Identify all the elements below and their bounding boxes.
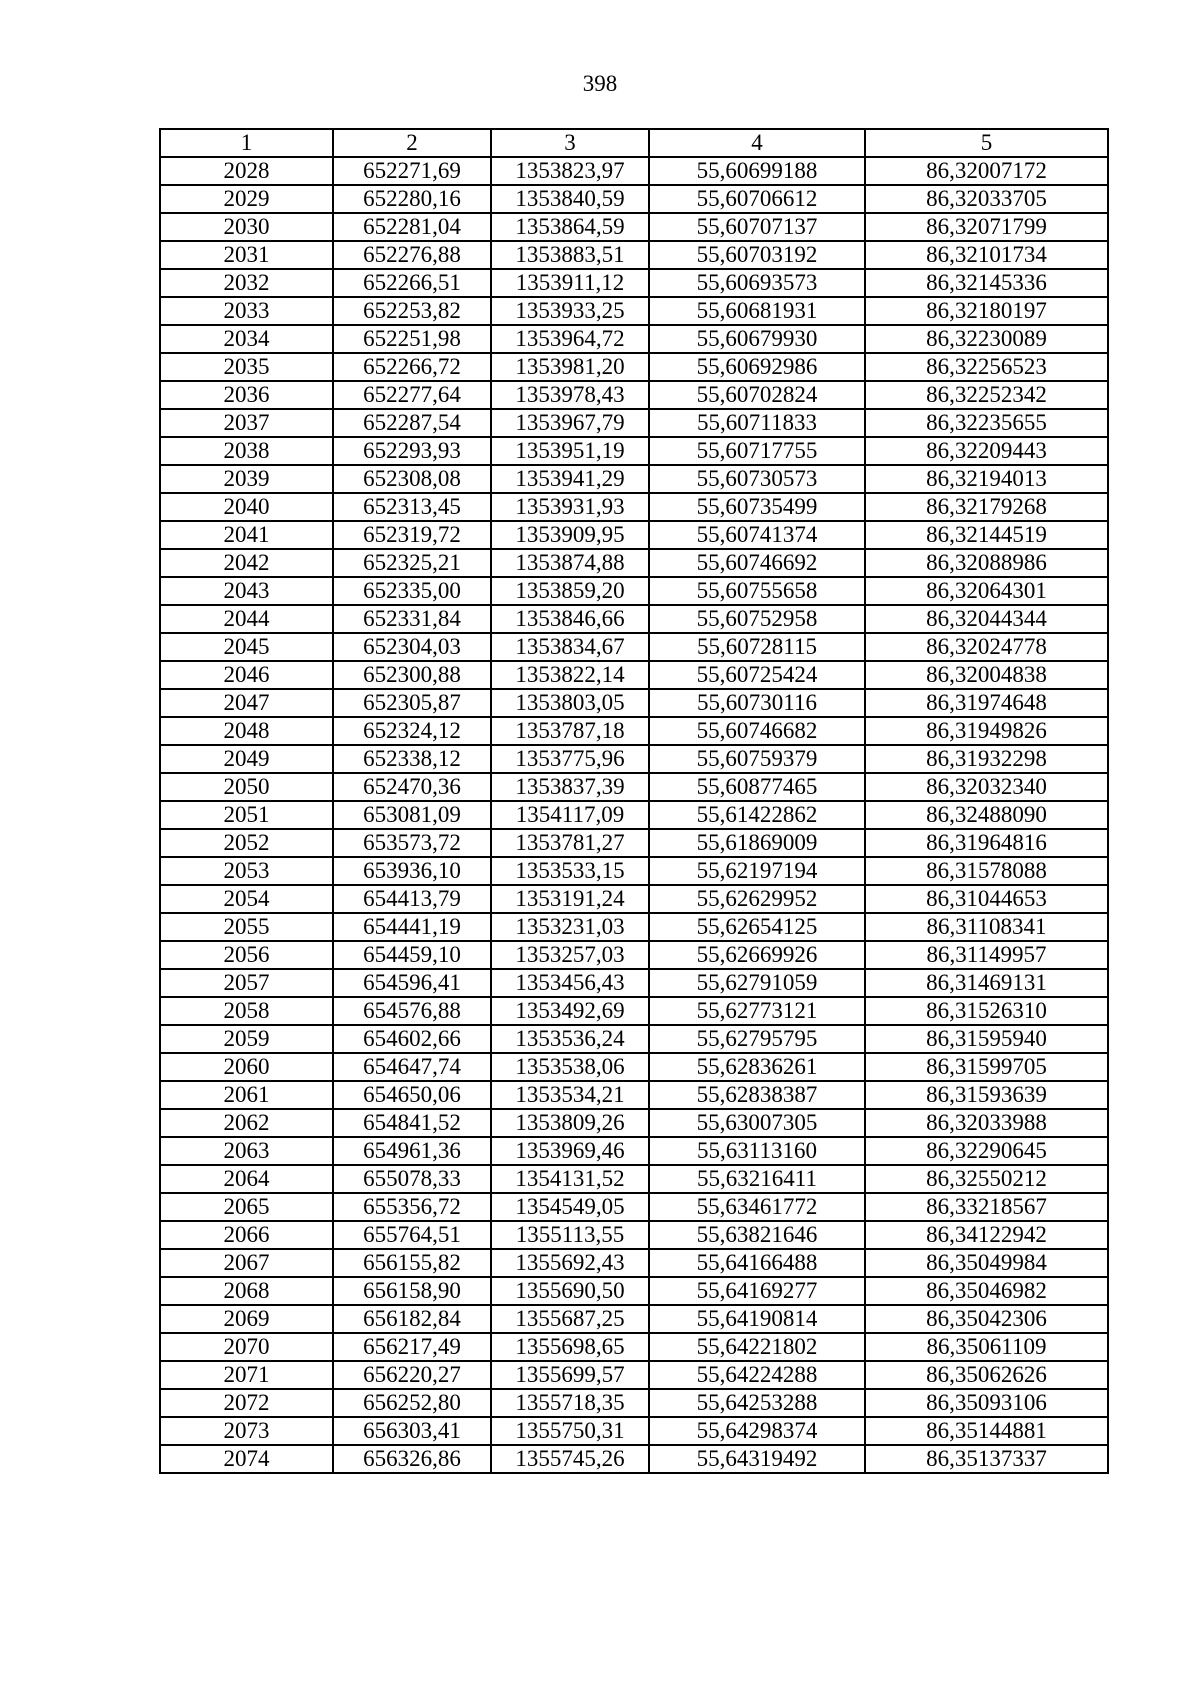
point-number-cell: 2030 — [160, 213, 333, 241]
point-number-cell: 2035 — [160, 353, 333, 381]
header-row — [160, 129, 1108, 157]
table-row — [160, 185, 1108, 213]
table-row — [160, 325, 1108, 353]
latitude-cell: 55,64190814 — [649, 1305, 865, 1333]
longitude-cell: 86,32290645 — [865, 1137, 1108, 1165]
point-number-cell: 2032 — [160, 269, 333, 297]
longitude-cell: 86,32252342 — [865, 381, 1108, 409]
table-header — [160, 129, 1108, 157]
latitude-cell: 55,60692986 — [649, 353, 865, 381]
longitude-cell: 86,32007172 — [865, 157, 1108, 185]
point-number-cell: 2060 — [160, 1053, 333, 1081]
point-number-cell: 2036 — [160, 381, 333, 409]
x-coordinate-cell: 656217,49 — [333, 1333, 491, 1361]
longitude-cell: 86,32101734 — [865, 241, 1108, 269]
table-row — [160, 241, 1108, 269]
y-coordinate-cell: 1353969,46 — [491, 1137, 649, 1165]
latitude-cell: 55,63821646 — [649, 1221, 865, 1249]
table-row — [160, 1249, 1108, 1277]
point-number-cell: 2057 — [160, 969, 333, 997]
longitude-cell: 86,35049984 — [865, 1249, 1108, 1277]
point-number-cell: 2048 — [160, 717, 333, 745]
longitude-cell: 86,35061109 — [865, 1333, 1108, 1361]
longitude-cell: 86,31974648 — [865, 689, 1108, 717]
table-row — [160, 969, 1108, 997]
x-coordinate-cell: 654576,88 — [333, 997, 491, 1025]
point-number-cell: 2059 — [160, 1025, 333, 1053]
longitude-cell: 86,32256523 — [865, 353, 1108, 381]
longitude-cell: 86,32004838 — [865, 661, 1108, 689]
y-coordinate-cell: 1353787,18 — [491, 717, 649, 745]
x-coordinate-cell: 652300,88 — [333, 661, 491, 689]
y-coordinate-cell: 1355113,55 — [491, 1221, 649, 1249]
y-coordinate-cell: 1353933,25 — [491, 297, 649, 325]
x-coordinate-cell: 656303,41 — [333, 1417, 491, 1445]
header-cell: 1 — [160, 129, 333, 157]
latitude-cell: 55,60759379 — [649, 745, 865, 773]
x-coordinate-cell: 652338,12 — [333, 745, 491, 773]
longitude-cell: 86,35042306 — [865, 1305, 1108, 1333]
table-row — [160, 689, 1108, 717]
y-coordinate-cell: 1353874,88 — [491, 549, 649, 577]
y-coordinate-cell: 1353911,12 — [491, 269, 649, 297]
longitude-cell: 86,32033705 — [865, 185, 1108, 213]
table-row — [160, 493, 1108, 521]
table-body — [160, 157, 1108, 1473]
y-coordinate-cell: 1353538,06 — [491, 1053, 649, 1081]
point-number-cell: 2042 — [160, 549, 333, 577]
y-coordinate-cell: 1353823,97 — [491, 157, 649, 185]
x-coordinate-cell: 653081,09 — [333, 801, 491, 829]
table-row — [160, 577, 1108, 605]
table-row — [160, 297, 1108, 325]
x-coordinate-cell: 652305,87 — [333, 689, 491, 717]
longitude-cell: 86,31469131 — [865, 969, 1108, 997]
x-coordinate-cell: 652281,04 — [333, 213, 491, 241]
point-number-cell: 2038 — [160, 437, 333, 465]
longitude-cell: 86,32180197 — [865, 297, 1108, 325]
y-coordinate-cell: 1354549,05 — [491, 1193, 649, 1221]
table-row — [160, 465, 1108, 493]
x-coordinate-cell: 654961,36 — [333, 1137, 491, 1165]
longitude-cell: 86,32032340 — [865, 773, 1108, 801]
latitude-cell: 55,62629952 — [649, 885, 865, 913]
latitude-cell: 55,61869009 — [649, 829, 865, 857]
point-number-cell: 2074 — [160, 1445, 333, 1473]
point-number-cell: 2029 — [160, 185, 333, 213]
header-cell: 4 — [649, 129, 865, 157]
y-coordinate-cell: 1353981,20 — [491, 353, 649, 381]
latitude-cell: 55,60752958 — [649, 605, 865, 633]
longitude-cell: 86,35144881 — [865, 1417, 1108, 1445]
latitude-cell: 55,60730573 — [649, 465, 865, 493]
longitude-cell: 86,32230089 — [865, 325, 1108, 353]
x-coordinate-cell: 652313,45 — [333, 493, 491, 521]
latitude-cell: 55,61422862 — [649, 801, 865, 829]
longitude-cell: 86,31964816 — [865, 829, 1108, 857]
latitude-cell: 55,62654125 — [649, 913, 865, 941]
point-number-cell: 2053 — [160, 857, 333, 885]
latitude-cell: 55,62836261 — [649, 1053, 865, 1081]
point-number-cell: 2046 — [160, 661, 333, 689]
longitude-cell: 86,31949826 — [865, 717, 1108, 745]
latitude-cell: 55,64253288 — [649, 1389, 865, 1417]
point-number-cell: 2069 — [160, 1305, 333, 1333]
y-coordinate-cell: 1353456,43 — [491, 969, 649, 997]
y-coordinate-cell: 1355690,50 — [491, 1277, 649, 1305]
table-row — [160, 717, 1108, 745]
table-row — [160, 1137, 1108, 1165]
y-coordinate-cell: 1353191,24 — [491, 885, 649, 913]
coordinates-table — [159, 128, 1109, 1474]
table-row — [160, 1193, 1108, 1221]
longitude-cell: 86,31599705 — [865, 1053, 1108, 1081]
point-number-cell: 2055 — [160, 913, 333, 941]
x-coordinate-cell: 652266,51 — [333, 269, 491, 297]
point-number-cell: 2071 — [160, 1361, 333, 1389]
x-coordinate-cell: 653573,72 — [333, 829, 491, 857]
latitude-cell: 55,60730116 — [649, 689, 865, 717]
x-coordinate-cell: 652271,69 — [333, 157, 491, 185]
y-coordinate-cell: 1355692,43 — [491, 1249, 649, 1277]
y-coordinate-cell: 1353941,29 — [491, 465, 649, 493]
table-row — [160, 773, 1108, 801]
x-coordinate-cell: 654841,52 — [333, 1109, 491, 1137]
x-coordinate-cell: 656326,86 — [333, 1445, 491, 1473]
point-number-cell: 2050 — [160, 773, 333, 801]
x-coordinate-cell: 654596,41 — [333, 969, 491, 997]
point-number-cell: 2034 — [160, 325, 333, 353]
table-row — [160, 353, 1108, 381]
x-coordinate-cell: 655764,51 — [333, 1221, 491, 1249]
point-number-cell: 2056 — [160, 941, 333, 969]
point-number-cell: 2041 — [160, 521, 333, 549]
latitude-cell: 55,60746682 — [649, 717, 865, 745]
y-coordinate-cell: 1353534,21 — [491, 1081, 649, 1109]
y-coordinate-cell: 1353951,19 — [491, 437, 649, 465]
longitude-cell: 86,32024778 — [865, 633, 1108, 661]
y-coordinate-cell: 1353909,95 — [491, 521, 649, 549]
point-number-cell: 2028 — [160, 157, 333, 185]
x-coordinate-cell: 653936,10 — [333, 857, 491, 885]
longitude-cell: 86,35093106 — [865, 1389, 1108, 1417]
latitude-cell: 55,60728115 — [649, 633, 865, 661]
latitude-cell: 55,60755658 — [649, 577, 865, 605]
page-number: 398 — [582, 71, 618, 96]
longitude-cell: 86,31593639 — [865, 1081, 1108, 1109]
longitude-cell: 86,32033988 — [865, 1109, 1108, 1137]
x-coordinate-cell: 652304,03 — [333, 633, 491, 661]
table-row — [160, 1221, 1108, 1249]
longitude-cell: 86,31526310 — [865, 997, 1108, 1025]
longitude-cell: 86,32209443 — [865, 437, 1108, 465]
latitude-cell: 55,60706612 — [649, 185, 865, 213]
table-row — [160, 1109, 1108, 1137]
longitude-cell: 86,32145336 — [865, 269, 1108, 297]
table-row — [160, 1417, 1108, 1445]
y-coordinate-cell: 1353837,39 — [491, 773, 649, 801]
y-coordinate-cell: 1353533,15 — [491, 857, 649, 885]
point-number-cell: 2070 — [160, 1333, 333, 1361]
point-number-cell: 2054 — [160, 885, 333, 913]
x-coordinate-cell: 654650,06 — [333, 1081, 491, 1109]
point-number-cell: 2049 — [160, 745, 333, 773]
latitude-cell: 55,60699188 — [649, 157, 865, 185]
y-coordinate-cell: 1353967,79 — [491, 409, 649, 437]
table-row — [160, 1333, 1108, 1361]
x-coordinate-cell: 654647,74 — [333, 1053, 491, 1081]
x-coordinate-cell: 652277,64 — [333, 381, 491, 409]
table-row — [160, 437, 1108, 465]
table-row — [160, 1389, 1108, 1417]
x-coordinate-cell: 652324,12 — [333, 717, 491, 745]
table-row — [160, 1081, 1108, 1109]
y-coordinate-cell: 1353822,14 — [491, 661, 649, 689]
latitude-cell: 55,63216411 — [649, 1165, 865, 1193]
longitude-cell: 86,32235655 — [865, 409, 1108, 437]
latitude-cell: 55,60735499 — [649, 493, 865, 521]
y-coordinate-cell: 1353859,20 — [491, 577, 649, 605]
x-coordinate-cell: 654602,66 — [333, 1025, 491, 1053]
latitude-cell: 55,60702824 — [649, 381, 865, 409]
longitude-cell: 86,31932298 — [865, 745, 1108, 773]
x-coordinate-cell: 652331,84 — [333, 605, 491, 633]
y-coordinate-cell: 1354131,52 — [491, 1165, 649, 1193]
table-row — [160, 829, 1108, 857]
y-coordinate-cell: 1355687,25 — [491, 1305, 649, 1333]
table-row — [160, 605, 1108, 633]
longitude-cell: 86,32550212 — [865, 1165, 1108, 1193]
point-number-cell: 2031 — [160, 241, 333, 269]
longitude-cell: 86,35046982 — [865, 1277, 1108, 1305]
table-row — [160, 381, 1108, 409]
latitude-cell: 55,62795795 — [649, 1025, 865, 1053]
point-number-cell: 2043 — [160, 577, 333, 605]
latitude-cell: 55,64298374 — [649, 1417, 865, 1445]
x-coordinate-cell: 652319,72 — [333, 521, 491, 549]
point-number-cell: 2037 — [160, 409, 333, 437]
table-row — [160, 1445, 1108, 1473]
point-number-cell: 2047 — [160, 689, 333, 717]
x-coordinate-cell: 652280,16 — [333, 185, 491, 213]
x-coordinate-cell: 656252,80 — [333, 1389, 491, 1417]
longitude-cell: 86,33218567 — [865, 1193, 1108, 1221]
latitude-cell: 55,64319492 — [649, 1445, 865, 1473]
y-coordinate-cell: 1355745,26 — [491, 1445, 649, 1473]
table-row — [160, 1277, 1108, 1305]
longitude-cell: 86,34122942 — [865, 1221, 1108, 1249]
x-coordinate-cell: 655356,72 — [333, 1193, 491, 1221]
table-row — [160, 661, 1108, 689]
y-coordinate-cell: 1355699,57 — [491, 1361, 649, 1389]
x-coordinate-cell: 654459,10 — [333, 941, 491, 969]
y-coordinate-cell: 1353231,03 — [491, 913, 649, 941]
point-number-cell: 2040 — [160, 493, 333, 521]
latitude-cell: 55,60717755 — [649, 437, 865, 465]
x-coordinate-cell: 652293,93 — [333, 437, 491, 465]
latitude-cell: 55,60693573 — [649, 269, 865, 297]
table-row — [160, 409, 1108, 437]
point-number-cell: 2065 — [160, 1193, 333, 1221]
x-coordinate-cell: 656155,82 — [333, 1249, 491, 1277]
point-number-cell: 2073 — [160, 1417, 333, 1445]
y-coordinate-cell: 1353840,59 — [491, 185, 649, 213]
x-coordinate-cell: 652325,21 — [333, 549, 491, 577]
table-row — [160, 1361, 1108, 1389]
point-number-cell: 2068 — [160, 1277, 333, 1305]
latitude-cell: 55,62791059 — [649, 969, 865, 997]
longitude-cell: 86,31578088 — [865, 857, 1108, 885]
point-number-cell: 2062 — [160, 1109, 333, 1137]
x-coordinate-cell: 652470,36 — [333, 773, 491, 801]
table-row — [160, 997, 1108, 1025]
point-number-cell: 2067 — [160, 1249, 333, 1277]
table-row — [160, 549, 1108, 577]
x-coordinate-cell: 652251,98 — [333, 325, 491, 353]
table-row — [160, 745, 1108, 773]
table-row — [160, 913, 1108, 941]
latitude-cell: 55,64224288 — [649, 1361, 865, 1389]
longitude-cell: 86,35062626 — [865, 1361, 1108, 1389]
y-coordinate-cell: 1353775,96 — [491, 745, 649, 773]
y-coordinate-cell: 1353846,66 — [491, 605, 649, 633]
point-number-cell: 2039 — [160, 465, 333, 493]
latitude-cell: 55,60746692 — [649, 549, 865, 577]
point-number-cell: 2066 — [160, 1221, 333, 1249]
y-coordinate-cell: 1353931,93 — [491, 493, 649, 521]
latitude-cell: 55,62838387 — [649, 1081, 865, 1109]
header-cell: 3 — [491, 129, 649, 157]
y-coordinate-cell: 1355698,65 — [491, 1333, 649, 1361]
y-coordinate-cell: 1353864,59 — [491, 213, 649, 241]
point-number-cell: 2063 — [160, 1137, 333, 1165]
latitude-cell: 55,64221802 — [649, 1333, 865, 1361]
latitude-cell: 55,62773121 — [649, 997, 865, 1025]
latitude-cell: 55,60707137 — [649, 213, 865, 241]
point-number-cell: 2072 — [160, 1389, 333, 1417]
table-row — [160, 801, 1108, 829]
x-coordinate-cell: 652266,72 — [333, 353, 491, 381]
table-row — [160, 857, 1108, 885]
x-coordinate-cell: 656182,84 — [333, 1305, 491, 1333]
longitude-cell: 86,32071799 — [865, 213, 1108, 241]
table-row — [160, 1025, 1108, 1053]
y-coordinate-cell: 1355718,35 — [491, 1389, 649, 1417]
latitude-cell: 55,60725424 — [649, 661, 865, 689]
y-coordinate-cell: 1353781,27 — [491, 829, 649, 857]
latitude-cell: 55,63007305 — [649, 1109, 865, 1137]
longitude-cell: 86,32488090 — [865, 801, 1108, 829]
longitude-cell: 86,31044653 — [865, 885, 1108, 913]
y-coordinate-cell: 1353536,24 — [491, 1025, 649, 1053]
table-row — [160, 1053, 1108, 1081]
x-coordinate-cell: 652308,08 — [333, 465, 491, 493]
x-coordinate-cell: 652253,82 — [333, 297, 491, 325]
y-coordinate-cell: 1353834,67 — [491, 633, 649, 661]
y-coordinate-cell: 1355750,31 — [491, 1417, 649, 1445]
point-number-cell: 2051 — [160, 801, 333, 829]
point-number-cell: 2058 — [160, 997, 333, 1025]
longitude-cell: 86,31595940 — [865, 1025, 1108, 1053]
point-number-cell: 2045 — [160, 633, 333, 661]
x-coordinate-cell: 656220,27 — [333, 1361, 491, 1389]
latitude-cell: 55,64169277 — [649, 1277, 865, 1305]
latitude-cell: 55,60679930 — [649, 325, 865, 353]
y-coordinate-cell: 1353964,72 — [491, 325, 649, 353]
longitude-cell: 86,31108341 — [865, 913, 1108, 941]
y-coordinate-cell: 1353978,43 — [491, 381, 649, 409]
table-row — [160, 885, 1108, 913]
latitude-cell: 55,63461772 — [649, 1193, 865, 1221]
longitude-cell: 86,32194013 — [865, 465, 1108, 493]
longitude-cell: 86,32044344 — [865, 605, 1108, 633]
y-coordinate-cell: 1354117,09 — [491, 801, 649, 829]
header-cell: 5 — [865, 129, 1108, 157]
latitude-cell: 55,60711833 — [649, 409, 865, 437]
longitude-cell: 86,32064301 — [865, 577, 1108, 605]
latitude-cell: 55,62197194 — [649, 857, 865, 885]
latitude-cell: 55,60741374 — [649, 521, 865, 549]
latitude-cell: 55,64166488 — [649, 1249, 865, 1277]
longitude-cell: 86,31149957 — [865, 941, 1108, 969]
latitude-cell: 55,60703192 — [649, 241, 865, 269]
x-coordinate-cell: 655078,33 — [333, 1165, 491, 1193]
longitude-cell: 86,32088986 — [865, 549, 1108, 577]
latitude-cell: 55,60877465 — [649, 773, 865, 801]
table-row — [160, 157, 1108, 185]
table-row — [160, 1305, 1108, 1333]
x-coordinate-cell: 652287,54 — [333, 409, 491, 437]
longitude-cell: 86,32179268 — [865, 493, 1108, 521]
table-row — [160, 269, 1108, 297]
x-coordinate-cell: 652276,88 — [333, 241, 491, 269]
y-coordinate-cell: 1353803,05 — [491, 689, 649, 717]
table-row — [160, 633, 1108, 661]
point-number-cell: 2033 — [160, 297, 333, 325]
table-row — [160, 1165, 1108, 1193]
x-coordinate-cell: 656158,90 — [333, 1277, 491, 1305]
latitude-cell: 55,60681931 — [649, 297, 865, 325]
x-coordinate-cell: 654441,19 — [333, 913, 491, 941]
table-row — [160, 521, 1108, 549]
y-coordinate-cell: 1353809,26 — [491, 1109, 649, 1137]
point-number-cell: 2064 — [160, 1165, 333, 1193]
latitude-cell: 55,62669926 — [649, 941, 865, 969]
point-number-cell: 2044 — [160, 605, 333, 633]
table-row — [160, 941, 1108, 969]
point-number-cell: 2061 — [160, 1081, 333, 1109]
longitude-cell: 86,35137337 — [865, 1445, 1108, 1473]
latitude-cell: 55,63113160 — [649, 1137, 865, 1165]
table-row — [160, 213, 1108, 241]
point-number-cell: 2052 — [160, 829, 333, 857]
x-coordinate-cell: 654413,79 — [333, 885, 491, 913]
y-coordinate-cell: 1353883,51 — [491, 241, 649, 269]
header-cell: 2 — [333, 129, 491, 157]
x-coordinate-cell: 652335,00 — [333, 577, 491, 605]
longitude-cell: 86,32144519 — [865, 521, 1108, 549]
y-coordinate-cell: 1353492,69 — [491, 997, 649, 1025]
y-coordinate-cell: 1353257,03 — [491, 941, 649, 969]
